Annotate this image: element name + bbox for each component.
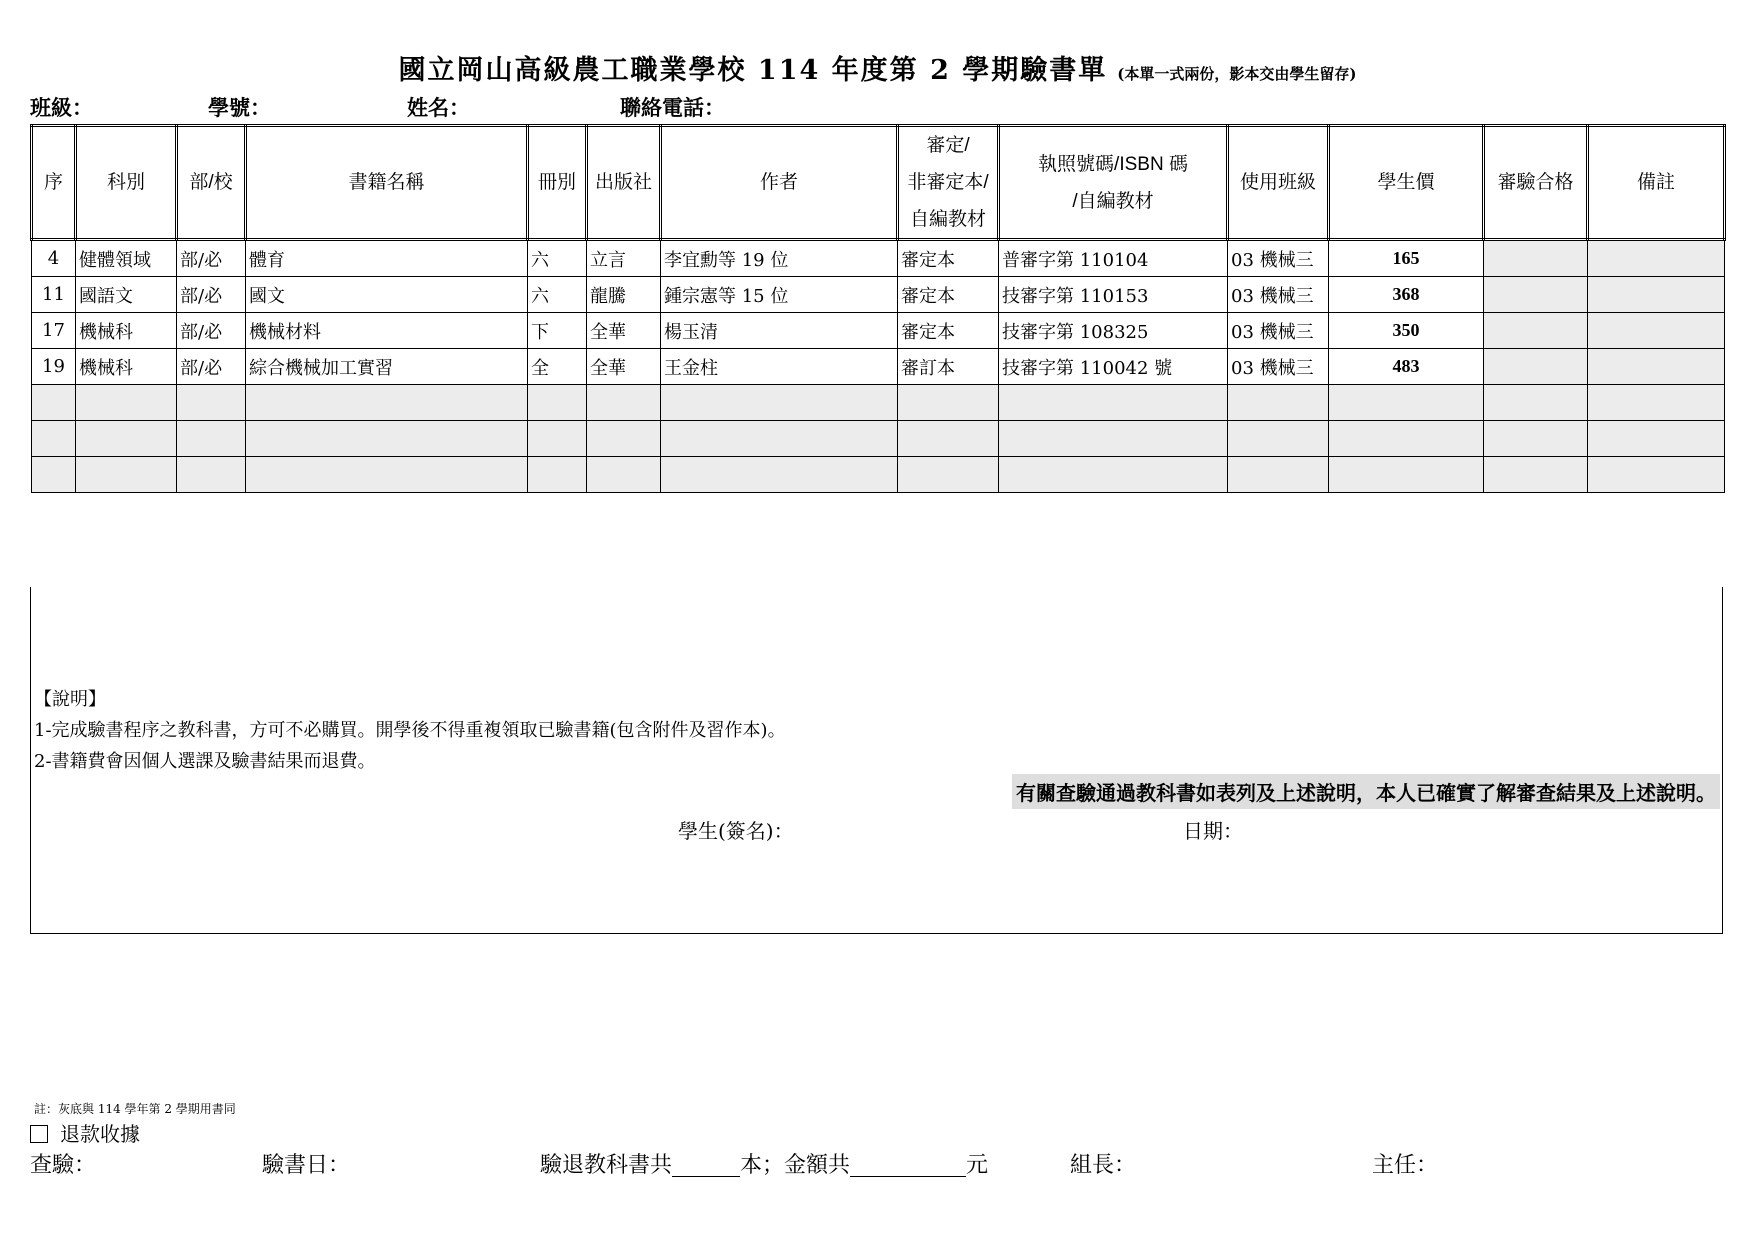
seq-cell: 4 — [32, 240, 76, 277]
price-cell: 165 — [1329, 240, 1484, 277]
author-cell: 鍾宗憲等 15 位 — [661, 277, 898, 313]
date-label: 日期： — [1183, 819, 1243, 843]
document-title — [0, 48, 1755, 87]
explanation-line-2: 2-書籍費會因個人選課及驗書結果而退費。 — [34, 751, 376, 772]
subject-cell: 機械科 — [76, 349, 177, 385]
name-label: 姓名： — [407, 95, 470, 120]
empty-row — [32, 457, 1725, 493]
class-cell: 03 機械三 — [1228, 277, 1329, 313]
refund-amount-label: 本；金額共 — [740, 1152, 851, 1177]
class-label: 班級： — [30, 95, 93, 120]
publisher-cell: 全華 — [587, 313, 661, 349]
class-cell: 03 機械三 — [1228, 240, 1329, 277]
student-id-label: 學號： — [208, 95, 271, 120]
explanation-box — [30, 587, 1723, 934]
footnote: 註：灰底與 114 學年第 2 學期用書同 — [34, 1102, 236, 1116]
publisher-cell: 立言 — [587, 240, 661, 277]
header-license-line2: /自編教材 — [1072, 190, 1154, 212]
inspect-label: 查驗： — [30, 1152, 97, 1177]
author-cell: 王金柱 — [661, 349, 898, 385]
header-subject: 科別 — [76, 126, 177, 240]
student-signature-label: 學生(簽名)： — [678, 819, 794, 843]
author-cell: 李宜勳等 19 位 — [661, 240, 898, 277]
table-header-row — [32, 126, 1725, 240]
book-cell: 綜合機械加工實習 — [246, 349, 528, 385]
table-row — [32, 313, 1725, 349]
refund-receipt — [30, 1118, 140, 1147]
leader-label: 組長： — [1070, 1152, 1137, 1177]
review-cell: 審定本 — [898, 277, 999, 313]
author-cell: 楊玉清 — [661, 313, 898, 349]
book-cell: 機械材料 — [246, 313, 528, 349]
pass-cell — [1484, 277, 1588, 313]
remark-cell — [1588, 349, 1725, 385]
license-cell: 技審字第 108325 — [999, 313, 1228, 349]
volume-cell: 六 — [528, 240, 587, 277]
publisher-cell: 龍騰 — [587, 277, 661, 313]
license-cell: 技審字第 110153 — [999, 277, 1228, 313]
seq-cell: 17 — [32, 313, 76, 349]
volume-cell: 全 — [528, 349, 587, 385]
empty-row — [32, 421, 1725, 457]
license-cell: 普審字第 110104 — [999, 240, 1228, 277]
type-cell: 部/必 — [177, 349, 246, 385]
price-cell: 350 — [1329, 313, 1484, 349]
form-title: 國立岡山高級農工職業學校 114 年度第 2 學期驗書單 — [398, 55, 1108, 86]
type-cell: 部/必 — [177, 277, 246, 313]
header-seq: 序 — [32, 126, 76, 240]
book-table — [30, 124, 1726, 493]
refund-count-label: 驗退教科書共 — [540, 1152, 673, 1177]
price-cell: 483 — [1329, 349, 1484, 385]
refund-checkbox[interactable] — [30, 1125, 48, 1143]
license-cell: 技審字第 110042 號 — [999, 349, 1228, 385]
review-cell: 審定本 — [898, 240, 999, 277]
class-cell: 03 機械三 — [1228, 313, 1329, 349]
explanation-title: 【說明】 — [34, 689, 106, 710]
header-remark: 備註 — [1588, 126, 1725, 240]
type-cell: 部/必 — [177, 313, 246, 349]
price-cell: 368 — [1329, 277, 1484, 313]
header-review — [898, 126, 999, 240]
header-review-line3: 自編教材 — [909, 209, 986, 230]
table-row — [32, 240, 1725, 277]
pass-cell — [1484, 313, 1588, 349]
subject-cell: 健體領域 — [76, 240, 177, 277]
header-class: 使用班級 — [1228, 126, 1329, 240]
header-volume: 冊別 — [528, 126, 587, 240]
inspect-date-label: 驗書日： — [262, 1152, 351, 1177]
remark-cell — [1588, 240, 1725, 277]
phone-label: 聯絡電話： — [620, 95, 725, 120]
subject-cell: 機械科 — [76, 313, 177, 349]
form-note: (本單一式兩份，影本交由學生留存) — [1117, 65, 1357, 83]
refund-amount-blank[interactable] — [850, 1154, 966, 1177]
director-label: 主任： — [1372, 1152, 1439, 1177]
review-cell: 審訂本 — [898, 349, 999, 385]
pass-cell — [1484, 240, 1588, 277]
explanation-line-1: 1-完成驗書程序之教科書，方可不必購買。開學後不得重複領取已驗書籍(包含附件及習作本)。 — [34, 720, 786, 741]
refund-label: 退款收據 — [60, 1124, 140, 1146]
publisher-cell: 全華 — [587, 349, 661, 385]
volume-cell: 下 — [528, 313, 587, 349]
remark-cell — [1588, 313, 1725, 349]
header-author: 作者 — [661, 126, 898, 240]
confirmation-statement: 有關查驗通過教科書如表列及上述說明，本人已確實了解審查結果及上述說明。 — [1012, 774, 1720, 809]
header-review-line1: 審定/ — [926, 135, 970, 156]
header-license — [999, 126, 1228, 240]
type-cell: 部/必 — [177, 240, 246, 277]
header-review-line2: 非審定本/ — [907, 172, 989, 193]
header-book: 書籍名稱 — [246, 126, 528, 240]
header-pass: 審驗合格 — [1484, 126, 1588, 240]
header-license-line1: 執照號碼/ISBN 碼 — [1038, 153, 1188, 175]
remark-cell — [1588, 277, 1725, 313]
currency-label: 元 — [966, 1152, 989, 1177]
header-publisher: 出版社 — [587, 126, 661, 240]
book-cell: 體育 — [246, 240, 528, 277]
table-row — [32, 277, 1725, 313]
refund-summary — [540, 1148, 988, 1179]
refund-count-blank[interactable] — [672, 1154, 740, 1177]
volume-cell: 六 — [528, 277, 587, 313]
review-cell: 審定本 — [898, 313, 999, 349]
table-row — [32, 349, 1725, 385]
header-type: 部/校 — [177, 126, 246, 240]
book-cell: 國文 — [246, 277, 528, 313]
subject-cell: 國語文 — [76, 277, 177, 313]
class-cell: 03 機械三 — [1228, 349, 1329, 385]
pass-cell — [1484, 349, 1588, 385]
empty-row — [32, 385, 1725, 421]
header-price: 學生價 — [1329, 126, 1484, 240]
seq-cell: 11 — [32, 277, 76, 313]
seq-cell: 19 — [32, 349, 76, 385]
